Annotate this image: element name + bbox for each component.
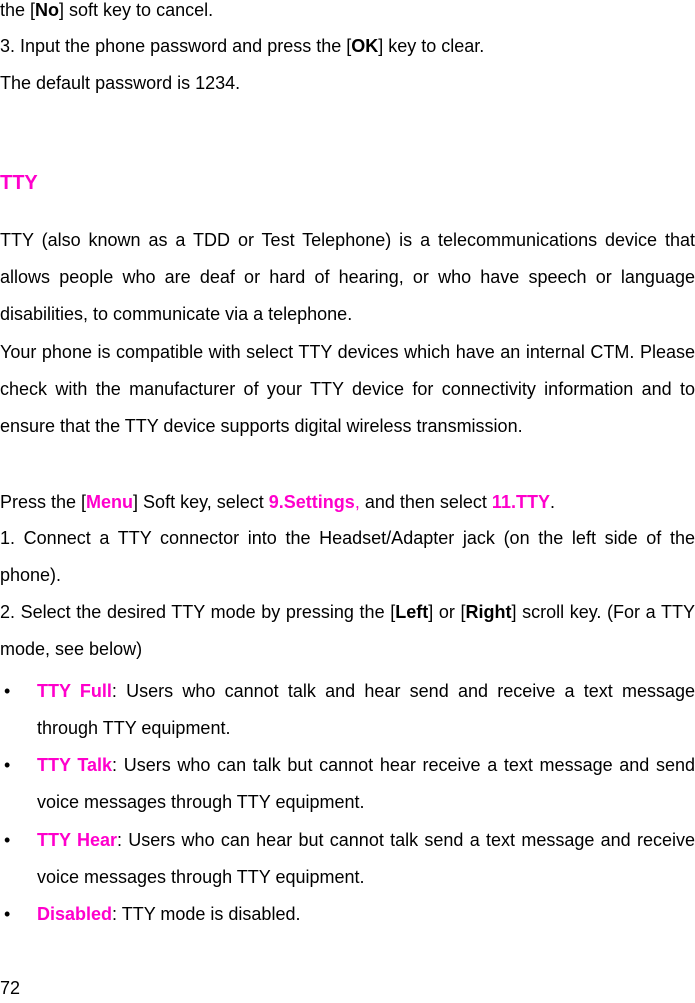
term-tty-hear: TTY Hear <box>37 830 117 850</box>
menu-key-label: Menu <box>86 492 134 512</box>
left-key-label: Left <box>395 602 429 622</box>
no-key-label: No <box>35 0 60 20</box>
tty-menu-label: 11.TTY <box>491 492 550 512</box>
tty-description-paragraph: TTY (also known as a TDD or Test Telephone) is a telecommunications device that allows people who are deaf or hard of hearing, or who have speech or language disabilities, to communicate via a telephone. <box>0 230 695 324</box>
page-number: 72 <box>0 978 21 998</box>
step-1: 1. Connect a TTY connector into the Headset/Adapter jack (on the left side of the phone). <box>0 528 695 585</box>
term-tty-talk: TTY Talk <box>37 755 113 775</box>
bullet-icon: • <box>4 755 11 775</box>
right-key-label: Right <box>465 602 512 622</box>
ok-key-label: OK <box>351 36 379 56</box>
intro-line-2: 3. Input the phone password and press the [OK] key to clear. <box>0 36 485 56</box>
menu-instruction: Press the [Menu] Soft key, select 9.Settings, and then select 11.TTY. <box>0 492 555 512</box>
step-2: 2. Select the desired TTY mode by pressing the [Left] or [Right] scroll key. (For a TTY mode, see below) <box>0 602 695 659</box>
tty-compatibility-paragraph: Your phone is compatible with select TTY devices which have an internal CTM. Please check with the manufacturer of your TTY device for connectivity information and to ensure that the TTY device supports digital wireless transmission. <box>0 342 695 436</box>
bullet-icon: • <box>4 830 11 850</box>
intro-line-1: the [No] soft key to cancel. <box>0 0 214 20</box>
section-heading-tty: TTY <box>0 172 38 194</box>
intro-line-3: The default password is 1234. <box>0 73 241 93</box>
settings-menu-label: 9.Settings <box>268 492 355 512</box>
term-tty-full: TTY Full <box>37 681 112 701</box>
bullet-icon: • <box>4 681 11 701</box>
term-disabled: Disabled <box>37 904 113 924</box>
bullet-icon: • <box>4 904 11 924</box>
